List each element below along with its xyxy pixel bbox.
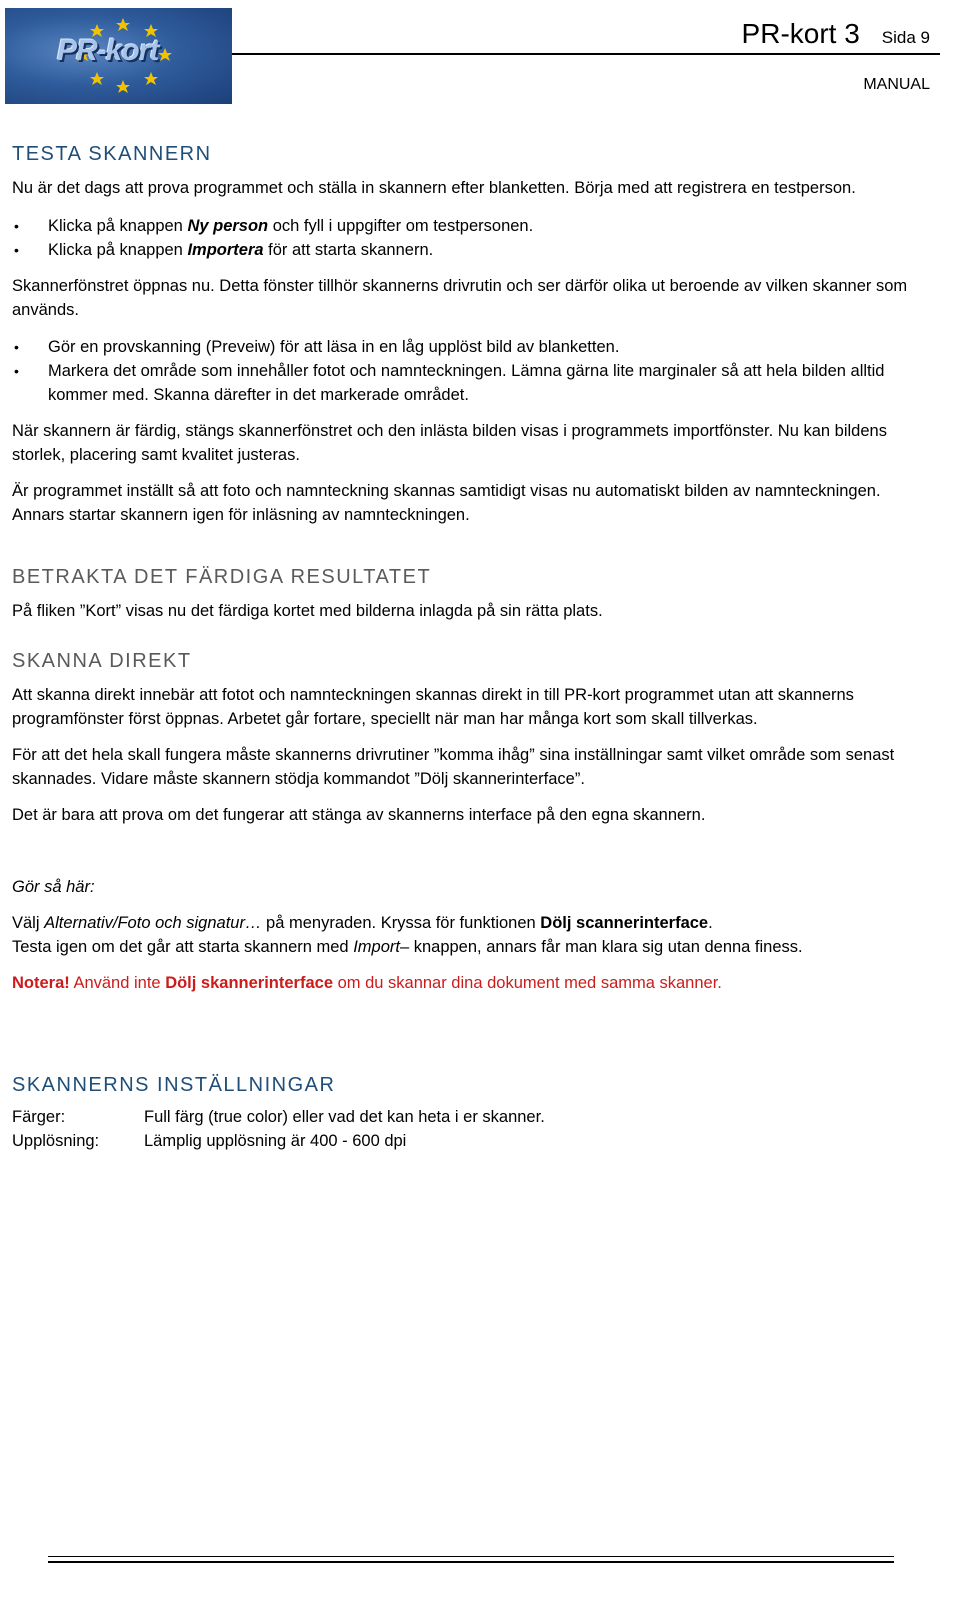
settings-row-resolution xyxy=(12,1129,934,1153)
heading-installningar: SKANNERNS INSTÄLLNINGAR xyxy=(12,1074,336,1096)
document-body xyxy=(12,140,934,1153)
settings-label: Upplösning: xyxy=(12,1132,100,1150)
heading-betrakta: BETRAKTA DET FÄRDIGA RESULTATET xyxy=(12,566,432,588)
paragraph-step-menu: Välj Alternativ/Foto och signatur… på menyraden. Kryssa för funktionen Dölj scannerinterface. xyxy=(12,914,713,932)
footer-divider-thick xyxy=(48,1561,894,1563)
paragraph-try-it: Det är bara att prova om det fungerar att stänga av skannerns interface på den egna skannern. xyxy=(12,806,706,824)
paragraph-driver-settings: För att det hela skall fungera måste skannerns drivrutiner ”komma ihåg” sina inställningar samt vilket område som senast skannades. Vidare måste skannern stödja kommandot ”Dölj skannerinterface”. xyxy=(12,746,895,788)
paragraph-direct-scan: Att skanna direkt innebär att fotot och namnteckningen skannas direkt in till PR-kort programmet utan att skannerns programfönster först öppnas. Arbetet går fortare, speciellt när man har många kort som skall tillverkas. xyxy=(12,686,854,728)
section-label: MANUAL xyxy=(863,76,930,93)
paragraph-import-window: När skannern är färdig, stängs skannerfönstret och den inlästa bilden visas i programmets importfönster. Nu kan bildens storlek, placering samt kvalitet justeras. xyxy=(12,422,887,464)
heading-skanna-direkt: SKANNA DIREKT xyxy=(12,650,192,672)
settings-label: Färger: xyxy=(12,1108,66,1126)
page-header xyxy=(742,18,930,50)
paragraph-note: Notera! Använd inte Dölj skannerinterface om du skannar dina dokument med samma skanner. xyxy=(12,974,722,992)
settings-value: Lämplig upplösning är 400 - 600 dpi xyxy=(144,1132,407,1150)
howto-label: Gör så här: xyxy=(12,878,95,896)
list-item: • Gör en provskanning (Preveiw) för att läsa in en låg upplöst bild av blanketten. xyxy=(12,335,934,359)
product-title: PR-kort 3 xyxy=(741,18,860,49)
page-number: Sida 9 xyxy=(881,28,930,47)
paragraph-scanner-window: Skannerfönstret öppnas nu. Detta fönster tillhör skannerns drivrutin och ser därför olika ut beroende av vilken skanner som används. xyxy=(12,277,908,319)
footer-divider-thin xyxy=(48,1556,894,1557)
logo xyxy=(5,8,232,104)
header-divider xyxy=(232,53,940,55)
paragraph-intro: Nu är det dags att prova programmet och ställa in skannern efter blanketten. Börja med att registrera en testperson. xyxy=(12,179,856,197)
paragraph-step-test: Testa igen om det går att starta skannern med Import– knappen, annars får man klara sig utan denna finess. xyxy=(12,938,803,956)
paragraph-signature: Är programmet inställt så att foto och namnteckning skannas samtidigt visas nu automatiskt bilden av namnteckningen. Annars startar skannern igen för inläsning av namnteckningen. xyxy=(12,482,881,524)
logo-text: PR-kort xyxy=(57,34,159,67)
settings-value: Full färg (true color) eller vad det kan heta i er skanner. xyxy=(144,1108,545,1126)
paragraph-result: På fliken ”Kort” visas nu det färdiga kortet med bilderna inlagda på sin rätta plats. xyxy=(12,602,603,620)
list-item: • Markera det område som innehåller fotot och namnteckningen. Lämna gärna lite marginaler så att hela bilden alltid kommer med. Skanna därefter in det markerade området. xyxy=(12,359,934,407)
bullet-list-preview xyxy=(12,335,934,407)
heading-testa-skannern: TESTA SKANNERN xyxy=(12,143,212,165)
bullet-list-steps xyxy=(12,214,934,262)
settings-row-colors xyxy=(12,1105,934,1129)
list-item: • Klicka på knappen Ny person och fyll i uppgifter om testpersonen. xyxy=(12,214,934,238)
list-item: • Klicka på knappen Importera för att starta skannern. xyxy=(12,238,934,262)
